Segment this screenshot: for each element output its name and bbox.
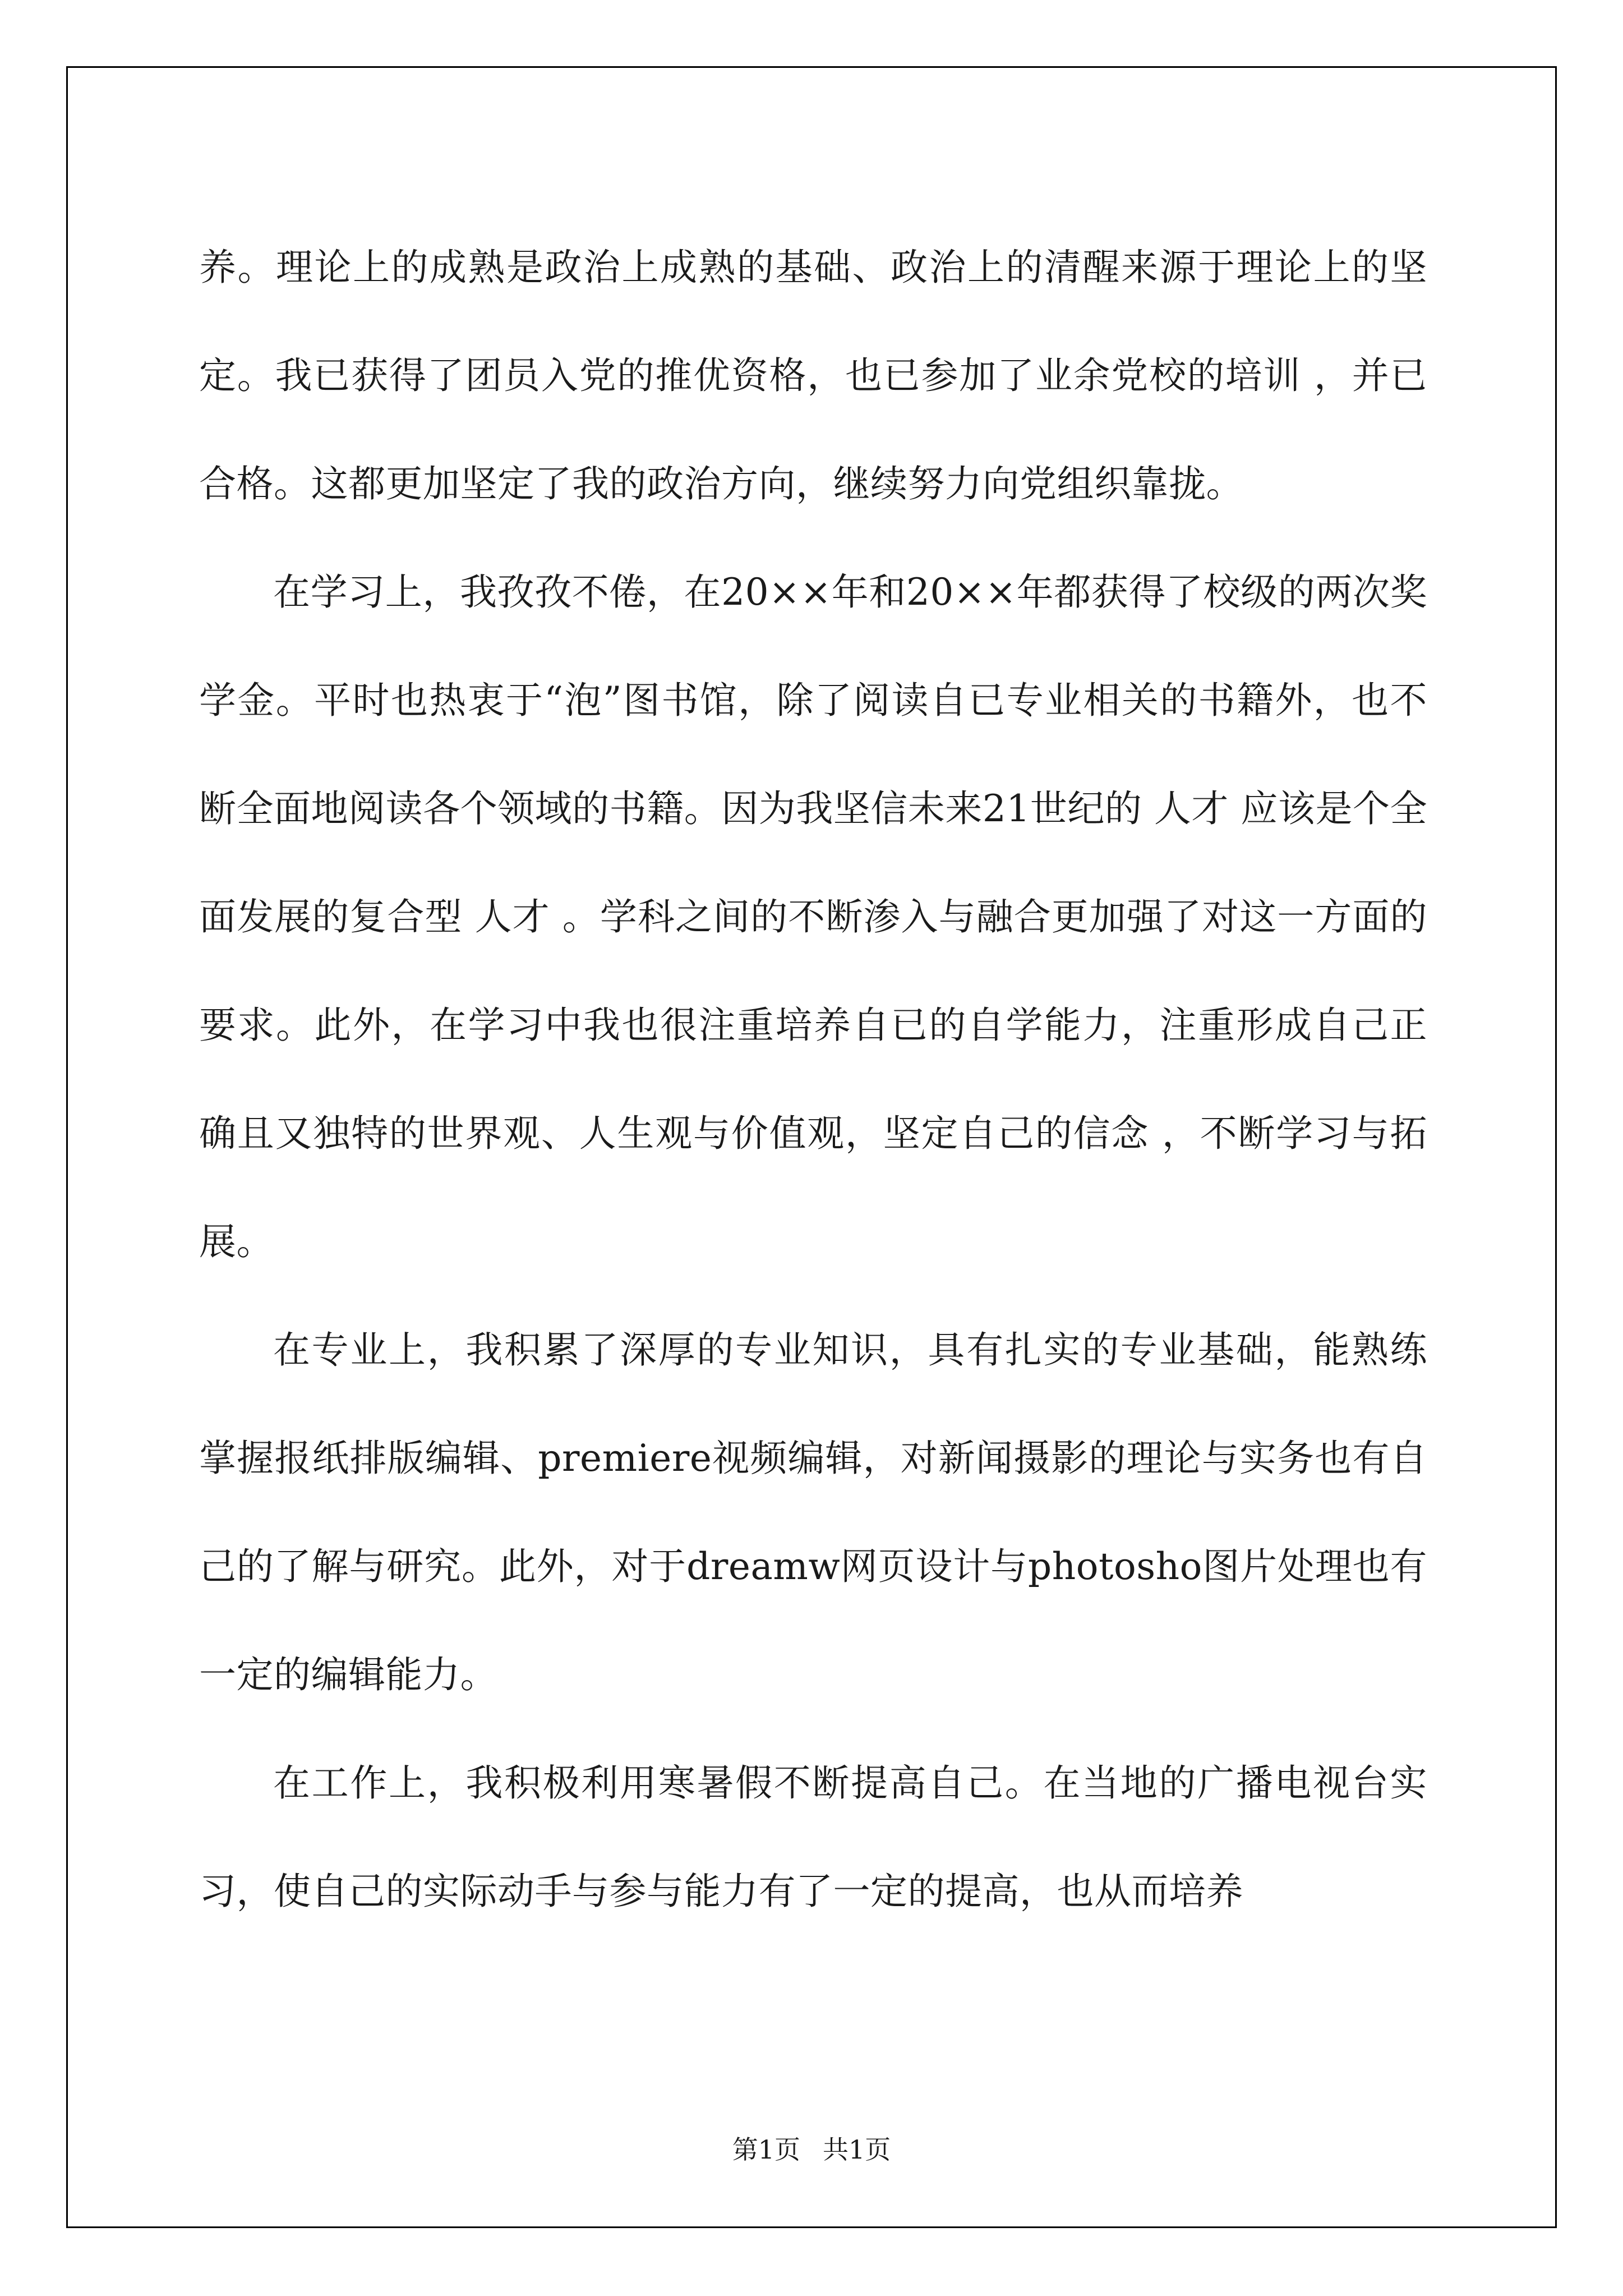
paragraph-4: 在工作上，我积极利用寒暑假不断提高自己。在当地的广播电视台实习，使自己的实际动手与参与能力有了一定的提高，也从而培养	[199, 1761, 1427, 1913]
paragraph-2: 在学习上，我孜孜不倦，在20××年和20××年都获得了校级的两次奖学金。平时也热衷于“泡”图书馆，除了阅读自已专业相关的书籍外，也不断全面地阅读各个领域的书籍。因为我坚信未来21世纪的 人才 应该是个全面发展的复合型 人才 。学科之间的不断渗入与融合更加强了对这一方面的要求。此外，在学习中我也很注重培养自已的自学能力，注重形成自己正确且又独特的世界观、人生观与价值观，坚定自己的信念 ，不断学习与拓展。	[199, 570, 1427, 1263]
paragraph-3: 在专业上，我积累了深厚的专业知识，具有扎实的专业基础，能熟练掌握报纸排版编辑、premiere视频编辑，对新闻摄影的理论与实务也有自己的了解与研究。此外，对于dreamw网页设计与photosho图片处理也有一定的编辑能力。	[199, 1328, 1427, 1696]
page-number-total: 共1页	[823, 2134, 891, 2165]
page-footer	[0, 2129, 1623, 2166]
paragraph-1: 养。理论上的成熟是政治上成熟的基础、政治上的清醒来源于理论上的坚定。我已获得了团员入党的推优资格，也已参加了业余党校的培训 ，并已合格。这都更加坚定了我的政治方向，继续努力向党组织靠拢。	[199, 246, 1427, 505]
page-number-current: 第1页	[732, 2134, 800, 2165]
document-body	[199, 213, 1427, 1945]
